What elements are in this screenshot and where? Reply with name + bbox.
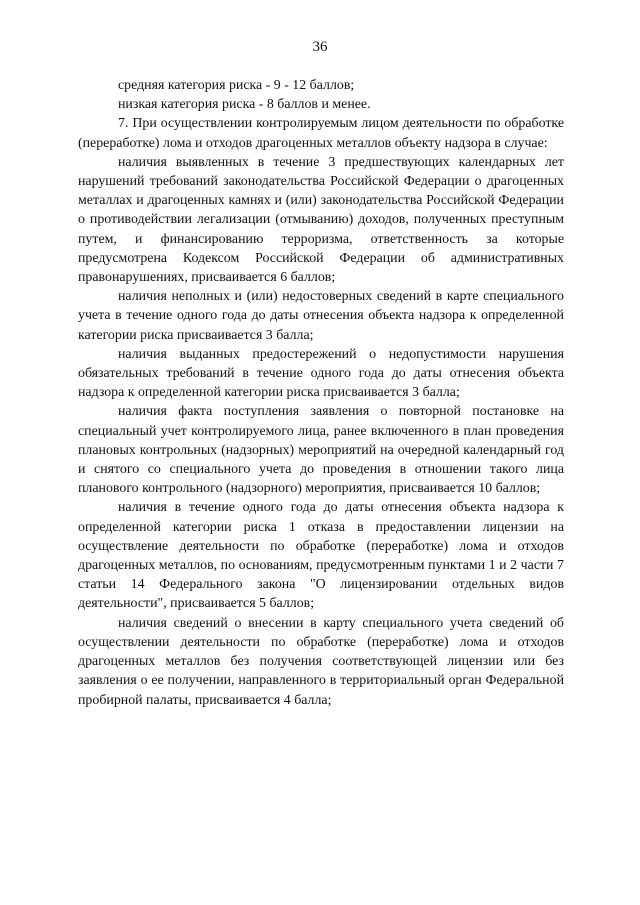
paragraph-item-7-intro: 7. При осуществлении контролируемым лицом деятельности по обработке (переработке) лома и отходов драгоценных металлов объекту надзора в случае: bbox=[78, 116, 564, 151]
paragraph-incomplete-info: наличия неполных и (или) недостоверных сведений в карте специального учета в течение одного года до даты отнесения объекта надзора к определенной категории риска присваивается 3 балла; bbox=[78, 289, 564, 343]
page-number: 36 bbox=[312, 39, 328, 55]
document-body bbox=[78, 76, 564, 710]
paragraph-violations: наличия выявленных в течение 3 предшествующих календарных лет нарушений требований законодательства Российской Федерации о драгоценных металлах и драгоценных камнях и (или) законодательства Российской Федерации о противодействии легализации (отмыванию) доходов, полученных преступным путем, и финансированию терроризма, ответственность за которые предусмотрена Кодексом Российской Федерации об административных правонарушениях, присваивается 6 баллов; bbox=[78, 154, 564, 286]
paragraph-repeat-registration: наличия факта поступления заявления о повторной постановке на специальный учет контролируемого лица, ранее включенного в план проведения плановых контрольных (надзорных) мероприятий на очередной календарный год и снятого со специального учета до проведения в отношении такого лица планового контрольного (надзорного) мероприятия, присваивается 10 баллов; bbox=[78, 404, 564, 497]
paragraph-no-license: наличия сведений о внесении в карту специального учета сведений об осуществлении деятельности по обработке (переработке) лома и отходов драгоценных металлов без получения соответствующей лицензии или без заявления о ее получении, направленного в территориальный орган Федеральной пробирной палаты, присваивается 4 балла; bbox=[78, 615, 564, 708]
paragraph-warnings: наличия выданных предостережений о недопустимости нарушения обязательных требований в течение одного года до даты отнесения объекта надзора к определенной категории риска присваивается 3 балла; bbox=[78, 346, 564, 401]
paragraph-risk-low: низкая категория риска - 8 баллов и менее. bbox=[118, 97, 371, 113]
paragraph-license-refusal: наличия в течение одного года до даты отнесения объекта надзора к определенной категории риска 1 отказа в предоставлении лицензии на осуществление деятельности по обработке (переработке) лома и отходов драгоценных металлов, по основаниям, предусмотренным пунктами 1 и 2 части 7 статьи 14 Федерального закона "О лицензировании отдельных видов деятельности", присваивается 5 баллов; bbox=[78, 500, 564, 612]
paragraph-risk-medium: средняя категория риска - 9 - 12 баллов; bbox=[118, 78, 355, 93]
